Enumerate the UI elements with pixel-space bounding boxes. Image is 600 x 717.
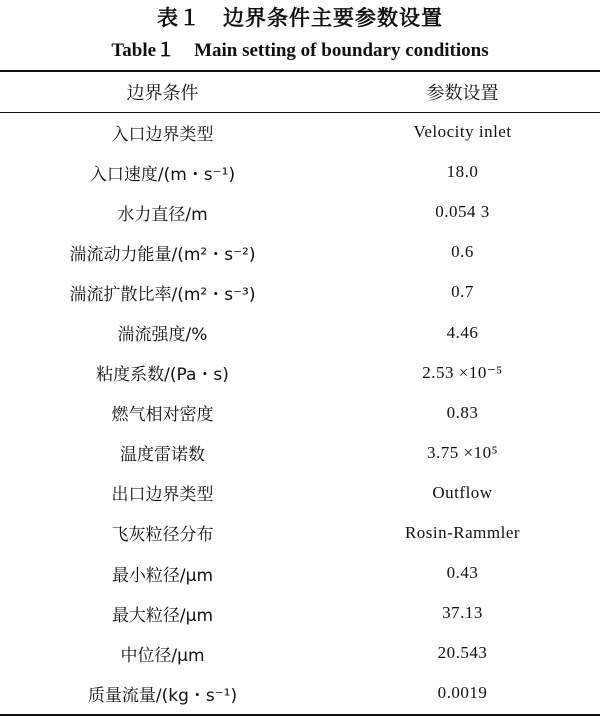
table-row xyxy=(0,112,600,152)
row-value: 18.0 xyxy=(446,162,479,182)
row-param: 湍流扩散比率/(m²・s⁻³) xyxy=(69,284,256,305)
row-value: Outflow xyxy=(432,482,493,502)
row-value: 4.46 xyxy=(446,322,479,342)
row-param: 飞灰粒径分布 xyxy=(111,525,214,546)
row-param: 最大粒径/μm xyxy=(111,605,214,626)
table-row xyxy=(0,232,600,272)
row-value: 0.43 xyxy=(446,563,479,583)
row-param: 粘度系数/(Pa・s) xyxy=(96,365,229,386)
row-param: 温度雷诺数 xyxy=(120,445,205,466)
row-value: 0.6 xyxy=(451,242,474,262)
table-title-english: Table１ Main setting of boundary conditions xyxy=(111,40,489,61)
row-param: 入口边界类型 xyxy=(111,124,214,145)
table-row xyxy=(0,673,600,713)
table-row xyxy=(0,272,600,312)
table-row xyxy=(0,513,600,553)
table-row xyxy=(0,353,600,393)
table-row xyxy=(0,393,600,433)
row-value: 37.13 xyxy=(442,603,483,623)
table-title-chinese: 表１ 边界条件主要参数设置 xyxy=(157,6,443,30)
row-param: 入口速度/(m・s⁻¹) xyxy=(89,164,236,185)
row-value: 0.7 xyxy=(451,282,474,302)
table-row xyxy=(0,593,600,633)
row-value: Velocity inlet xyxy=(413,122,512,142)
row-param: 湍流强度/% xyxy=(117,325,208,346)
header-boundary-condition: 边界条件 xyxy=(126,83,199,104)
row-param: 出口边界类型 xyxy=(111,485,214,506)
table-row xyxy=(0,433,600,473)
bottom-rule xyxy=(0,714,600,716)
row-param: 水力直径/m xyxy=(117,204,208,225)
row-value: 3.75 ×10⁵ xyxy=(426,442,498,462)
row-value: 20.543 xyxy=(437,643,488,663)
table-row xyxy=(0,553,600,593)
row-value: 2.53 ×10⁻⁵ xyxy=(422,362,503,382)
table-header-row xyxy=(0,72,600,112)
row-param: 质量流量/(kg・s⁻¹) xyxy=(87,685,238,706)
row-param: 燃气相对密度 xyxy=(111,405,214,426)
header-parameter-setting: 参数设置 xyxy=(426,83,499,104)
row-param: 最小粒径/μm xyxy=(111,565,214,586)
row-value: 0.83 xyxy=(446,402,479,422)
table-row xyxy=(0,312,600,352)
table-row xyxy=(0,192,600,232)
boundary-conditions-table xyxy=(0,72,600,713)
table-row xyxy=(0,633,600,673)
row-value: 0.054 3 xyxy=(435,202,490,222)
row-param: 中位径/μm xyxy=(120,645,205,666)
row-param: 湍流动力能量/(m²・s⁻²) xyxy=(69,244,256,265)
row-value: 0.0019 xyxy=(437,683,488,703)
row-value: Rosin-Rammler xyxy=(404,522,521,542)
table-row xyxy=(0,473,600,513)
table-row xyxy=(0,152,600,192)
